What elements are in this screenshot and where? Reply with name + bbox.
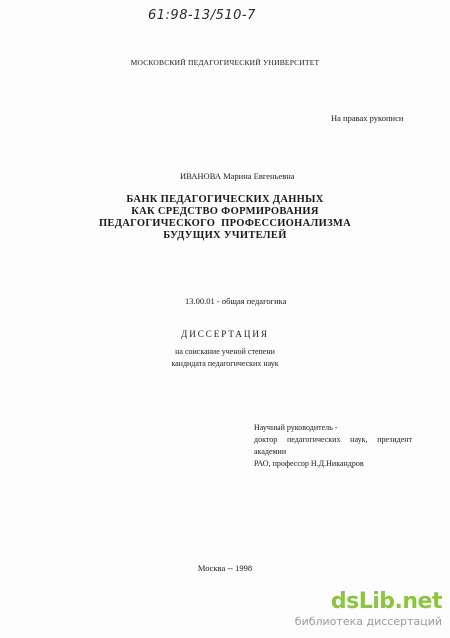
author-name: ИВАНОВА Марина Евгеньевна <box>180 171 295 181</box>
title-line: КАК СРЕДСТВО ФОРМИРОВАНИЯ <box>131 206 319 217</box>
title-line: ПЕДАГОГИЧЕСКОГО ПРОФЕССИОНАЛИЗМА <box>98 218 352 229</box>
supervisor-title: доктор педагогических наук, президент академии <box>254 435 412 456</box>
dissertation-title <box>0 194 450 242</box>
dissertation-heading: ДИССЕРТАЦИЯ <box>181 329 269 339</box>
supervisor-block <box>254 422 412 470</box>
watermark-subtitle: библиотека диссертаций <box>294 615 442 628</box>
supervisor-name: РАО, профессор Н.Д.Никандров <box>254 459 364 468</box>
city-and-year: Москва -- 1998 <box>197 563 253 573</box>
degree-description <box>0 346 450 370</box>
dslib-logo <box>295 590 442 614</box>
title-line: БУДУЩИХ УЧИТЕЛЕЙ <box>163 230 287 241</box>
specialty-code: 13.00.01 - общая педагогика <box>185 296 287 306</box>
handwritten-call-number: 61:98-13/510-7 <box>148 8 256 23</box>
title-line: БАНК ПЕДАГОГИЧЕСКИХ ДАННЫХ <box>126 194 324 205</box>
manuscript-rights-note: На правах рукописи <box>331 113 404 123</box>
logo-main: dsLib <box>330 589 395 614</box>
degree-line: кандидата педагогических наук <box>171 359 279 368</box>
supervisor-label: Научный руководитель - <box>254 423 338 432</box>
degree-line: на соискание ученой степени <box>175 347 275 356</box>
logo-tld: .net <box>394 589 442 614</box>
university-name: МОСКОВСКИЙ ПЕДАГОГИЧЕСКИЙ УНИВЕРСИТЕТ <box>130 58 320 67</box>
dslib-watermark[interactable] <box>295 590 442 628</box>
